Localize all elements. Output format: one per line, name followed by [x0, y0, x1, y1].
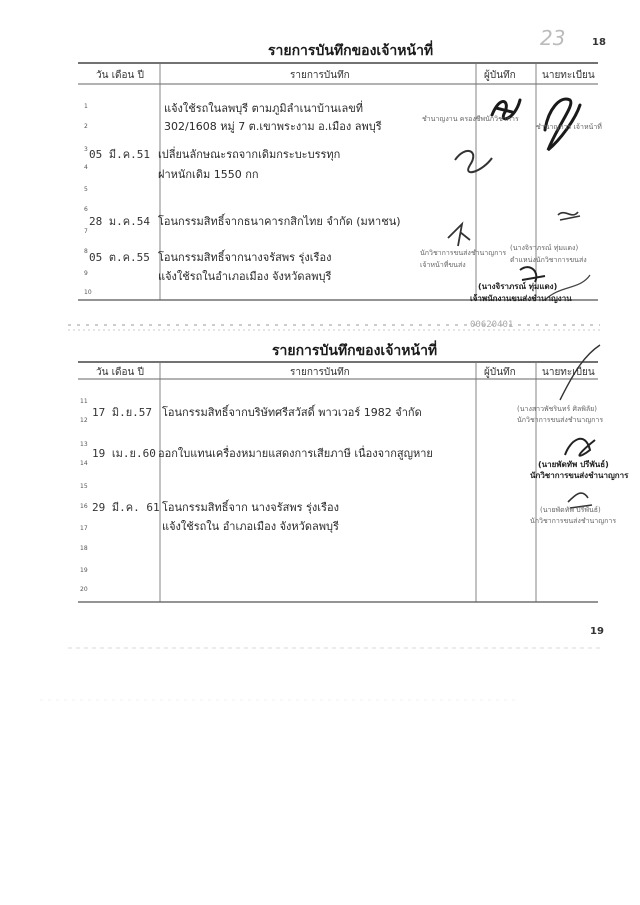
row-number: 7 — [84, 228, 88, 235]
section1-header-date: วัน เดือน ปี — [96, 70, 144, 81]
official-stamp: นักวิชาการขนส่งชำนาญการ — [420, 249, 507, 257]
entry-line: แจ้งใช้รถในอำเภอเมือง จังหวัดลพบุรี — [158, 270, 332, 283]
row-number: 20 — [80, 586, 88, 593]
section2-title: รายการบันทึกของเจ้าหน้าที่ — [272, 343, 438, 359]
handwritten-number: 23 — [540, 26, 566, 50]
row-number: 4 — [84, 164, 88, 171]
row-number: 6 — [84, 206, 88, 213]
entry-date: 05 ต.ค.55 — [89, 251, 150, 264]
section2-header-recorder: ผู้บันทึก — [484, 367, 516, 378]
official-stamp: (นางจิราภรณ์ ทุ่มแดง) — [510, 244, 579, 252]
row-number: 5 — [84, 186, 88, 193]
row-number: 19 — [80, 567, 88, 574]
entry-line: 302/1608 หมู่ 7 ต.เขาพระงาม อ.เมือง ลพบุรี — [164, 120, 382, 133]
entry-line: โอนกรรมสิทธิ์จากนางจรัสพร รุ่งเรือง — [158, 251, 332, 264]
section2-header-registrar: นายทะเบียน — [542, 367, 595, 378]
entry-date: 29 มี.ค. 61 — [92, 501, 160, 514]
official-stamp: ตำแหน่งนักวิชาการขนส่ง — [510, 256, 587, 264]
row-number: 3 — [84, 146, 88, 153]
section2-header-date: วัน เดือน ปี — [96, 367, 144, 378]
row-number: 10 — [84, 289, 92, 296]
entry-line: โอนกรรมสิทธิ์จากบริษัทศรีสวัสดิ์ พาวเวอร์ 1982 จำกัด — [162, 406, 422, 419]
section2-header-record: รายการบันทึก — [290, 367, 350, 378]
entry-line: โอนกรรมสิทธิ์จากธนาคารกสิกไทย จำกัด (มหาชน) — [158, 215, 401, 228]
row-number: 18 — [80, 545, 88, 552]
entry-line: โอนกรรมสิทธิ์จาก นางจรัสพร รุ่งเรือง — [162, 501, 339, 514]
entry-date: 28 ม.ค.54 — [89, 215, 150, 228]
entry-line: เปลี่ยนลักษณะรถจากเดิมกระบะบรรทุก — [158, 148, 341, 161]
row-number: 2 — [84, 123, 88, 130]
official-stamp: นักวิชาการขนส่งชำนาญการ — [517, 416, 604, 424]
official-stamp: (นางจิราภรณ์ ทุ่มแดง) — [478, 282, 558, 291]
row-number: 8 — [84, 248, 88, 255]
official-stamp: ชำนาญงาน ครองชีพนักวิชาการ — [422, 115, 519, 123]
official-stamp: (นางสาวพัชรินทร์ ศิลพิลัย) — [517, 405, 597, 413]
section1-header-recorder: ผู้บันทึก — [484, 70, 516, 81]
official-stamp: นักวิชาการขนส่งชำนาญการ — [530, 517, 617, 525]
entry-line: แจ้งใช้รถใน อำเภอเมือง จังหวัดลพบุรี — [162, 520, 339, 533]
page-number-bottom: 19 — [590, 626, 604, 637]
row-number: 1 — [84, 103, 88, 110]
row-number: 15 — [80, 483, 88, 490]
row-number: 17 — [80, 525, 88, 532]
official-stamp: เจ้าหน้าที่ขนส่ง — [420, 261, 466, 269]
row-number: 13 — [80, 441, 88, 448]
faint-serial: 00620401 — [470, 320, 514, 330]
row-number: 11 — [80, 398, 88, 405]
official-stamp: เจ้าพนักงานขนส่งชำนาญงาน — [470, 294, 572, 303]
entry-date: 19 เม.ย.60 — [92, 447, 156, 460]
section1-header-registrar: นายทะเบียน — [542, 70, 595, 81]
entry-line: ออกใบแทนเครื่องหมายแสดงการเสียภาษี เนื่องจากสูญหาย — [158, 447, 433, 460]
official-stamp: นักวิชาการขนส่งชำนาญการ — [530, 471, 629, 480]
entry-date: 05 มี.ค.51 — [89, 148, 150, 161]
row-number: 16 — [80, 503, 88, 510]
official-stamp: ชำนาญการ เจ้าหน้าที่ — [536, 123, 602, 131]
row-number: 9 — [84, 270, 88, 277]
page-number-top: 18 — [592, 37, 606, 48]
section1-title: รายการบันทึกของเจ้าหน้าที่ — [268, 43, 434, 59]
official-stamp: (นายพัดทัพ ปรีพันธ์) — [538, 460, 609, 469]
row-number: 12 — [80, 417, 88, 424]
row-number: 14 — [80, 460, 88, 467]
section1-header-record: รายการบันทึก — [290, 70, 350, 81]
official-stamp: (นายพัดทัพ ปรีพันธ์) — [540, 506, 601, 514]
entry-line: แจ้งใช้รถในลพบุรี ตามภูมิลำเนาบ้านเลขที่ — [164, 102, 363, 115]
entry-date: 17 มิ.ย.57 — [92, 406, 153, 419]
entry-line: ฝาหนักเดิม 1550 กก — [158, 168, 259, 181]
